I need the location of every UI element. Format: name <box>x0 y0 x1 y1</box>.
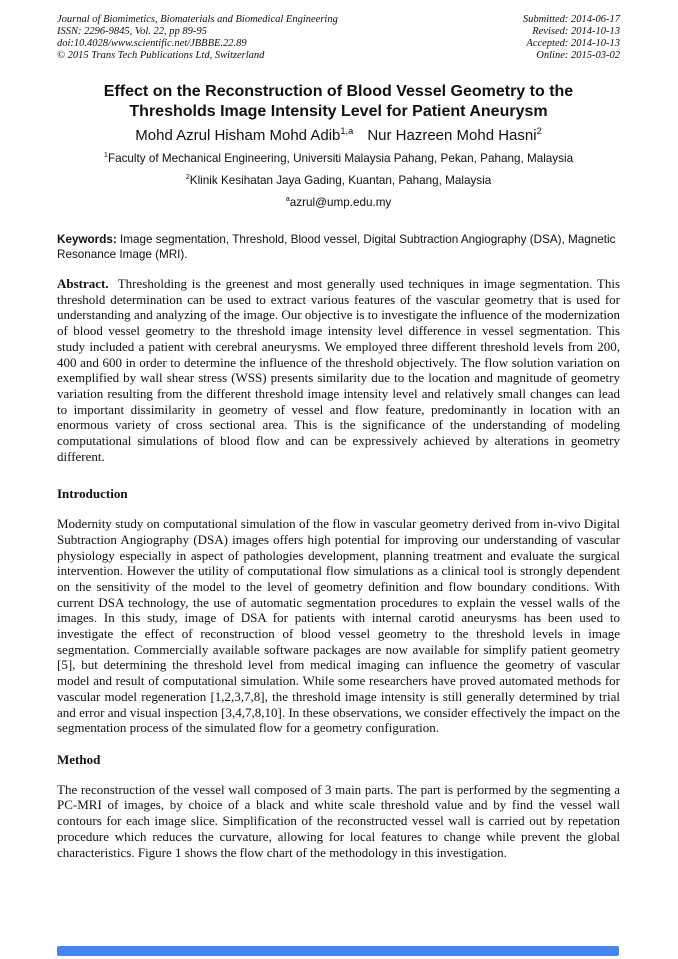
email-line <box>57 196 620 210</box>
journal-header-dates <box>523 14 620 62</box>
online-date: Online: 2015-03-02 <box>536 50 620 61</box>
introduction-paragraph: Modernity study on computational simulation of the flow in vascular geometry derived from in-vivo Digital Subtraction Angiography (DSA) images offers high potential for improving our understanding of vascular physiology especially in aspect of pathologies development, planning treatment and evaluate the surgical intervention. However the utility of computational flow simulations as a clinical tool is strongly dependent on the sensitivity of the model to the level of geometry definition and flow boundary conditions. With current DSA technology, the use of automatic segmentation procedures to explain the vessel walls of the images. In this study, image of DSA for patients with internal carotid aneurysms has been used to investigate the effect of reconstruction of blood vessel geometry to the threshold levels in image segmentation. Commercially available software packages are now available for simplify patient geometry [5], but determining the threshold level from medical imaging can influence the geometry of vascular model and result of computational simulation. While some researchers have proved automated methods for vascular model regeneration [1,2,3,7,8], the threshold image intensity is still generally determined by trial and error and visual inspection [3,4,7,8,10]. In these observations, we consider effectively the impact on the segmentation process of the simulated flow for a geometry configuration. <box>57 516 620 736</box>
author-2-superscript: 2 <box>536 126 542 136</box>
author-1 <box>135 127 353 144</box>
journal-header <box>57 14 620 62</box>
section-heading-introduction: Introduction <box>57 486 128 502</box>
affiliation-1-superscript: 1 <box>103 150 108 160</box>
revised-date: Revised: 2014-10-13 <box>532 26 620 37</box>
bottom-accent-bar <box>57 946 619 956</box>
keywords-block <box>57 232 620 262</box>
method-paragraph: The reconstruction of the vessel wall composed of 3 main parts. The part is performed by the segmenting a PC-MRI of images, by choice of a black and white scale threshold value and by find the vessel wall contours for each image slice. Simplification of the reconstructed vessel wall is carried out by repetation procedure which reduces the curvature, allowing for local features to change while prevent the global characteristics. Figure 1 shows the flow chart of the methodology in this investigation. <box>57 781 620 860</box>
paper-title: Effect on the Reconstruction of Blood Vessel Geometry to the Thresholds Image Intensity Level for Patient Aneurysm <box>103 83 574 120</box>
affiliation-2-text: Klinik Kesihatan Jaya Gading, Kuantan, Pahang, Malaysia <box>189 174 492 187</box>
author-2-name: Nur Hazreen Mohd Hasni <box>367 127 537 144</box>
journal-issn-volume: ISSN: 2296-9845, Vol. 22, pp 89-95 <box>57 26 207 37</box>
section-heading-method: Method <box>57 751 101 767</box>
abstract-label: Abstract. <box>57 276 109 291</box>
email-superscript: a <box>285 194 290 204</box>
affiliation-2 <box>57 174 620 188</box>
author-2 <box>367 127 541 144</box>
email-address: azrul@ump.edu.my <box>289 196 392 209</box>
accepted-date: Accepted: 2014-10-13 <box>526 38 620 49</box>
author-1-superscript: 1,a <box>340 126 354 136</box>
keywords-label: Keywords: <box>57 233 117 246</box>
abstract-text: Thresholding is the greenest and most generally used techniques in image segmentation. This threshold determination can be used to extract various features of the vascular geometry that is used for understanding and analyzing of the image. Our objective is to investigate the influence of the modernization of blood vessel geometry to the threshold image intensity level difference in vessel segmentation. This study included a patient with cerebral aneurysms. We employed three different threshold levels from 200, 400 and 600 in order to determine the influence of the threshold objectively. The flow solution variation on exemplified by wall shear stress (WSS) presents similarity due to the location and magnitude of geometry variation resulting from the different threshold image intensity level and relatively small changes can lead to important dissimilarity in geometry of vessel and flow feature, predominantly in location with an enormous variety of cross sectional area. This is the significance of the understanding of modeling computational simulations of blood flow and can be expressively achieved by alterations in geometry different. <box>57 276 621 464</box>
abstract-paragraph <box>57 276 620 464</box>
affiliation-1-text: Faculty of Mechanical Engineering, Universiti Malaysia Pahang, Pekan, Pahang, Malaysia <box>107 152 574 165</box>
keywords-text: Image segmentation, Threshold, Blood vessel, Digital Subtraction Angiography (DSA), Magnetic Resonance Image (MRI). <box>57 233 616 261</box>
author-1-name: Mohd Azrul Hisham Mohd Adib <box>135 127 341 144</box>
affiliation-1 <box>57 152 620 166</box>
authors-line <box>57 127 620 145</box>
journal-name: Journal of Biomimetics, Biomaterials and Biomedical Engineering <box>57 14 338 25</box>
journal-doi: doi:10.4028/www.scientific.net/JBBBE.22.89 <box>57 38 247 49</box>
journal-header-left <box>57 14 338 62</box>
submitted-date: Submitted: 2014-06-17 <box>522 14 620 25</box>
affiliation-2-superscript: 2 <box>185 172 190 182</box>
journal-copyright: © 2015 Trans Tech Publications Ltd, Switzerland <box>57 50 265 61</box>
